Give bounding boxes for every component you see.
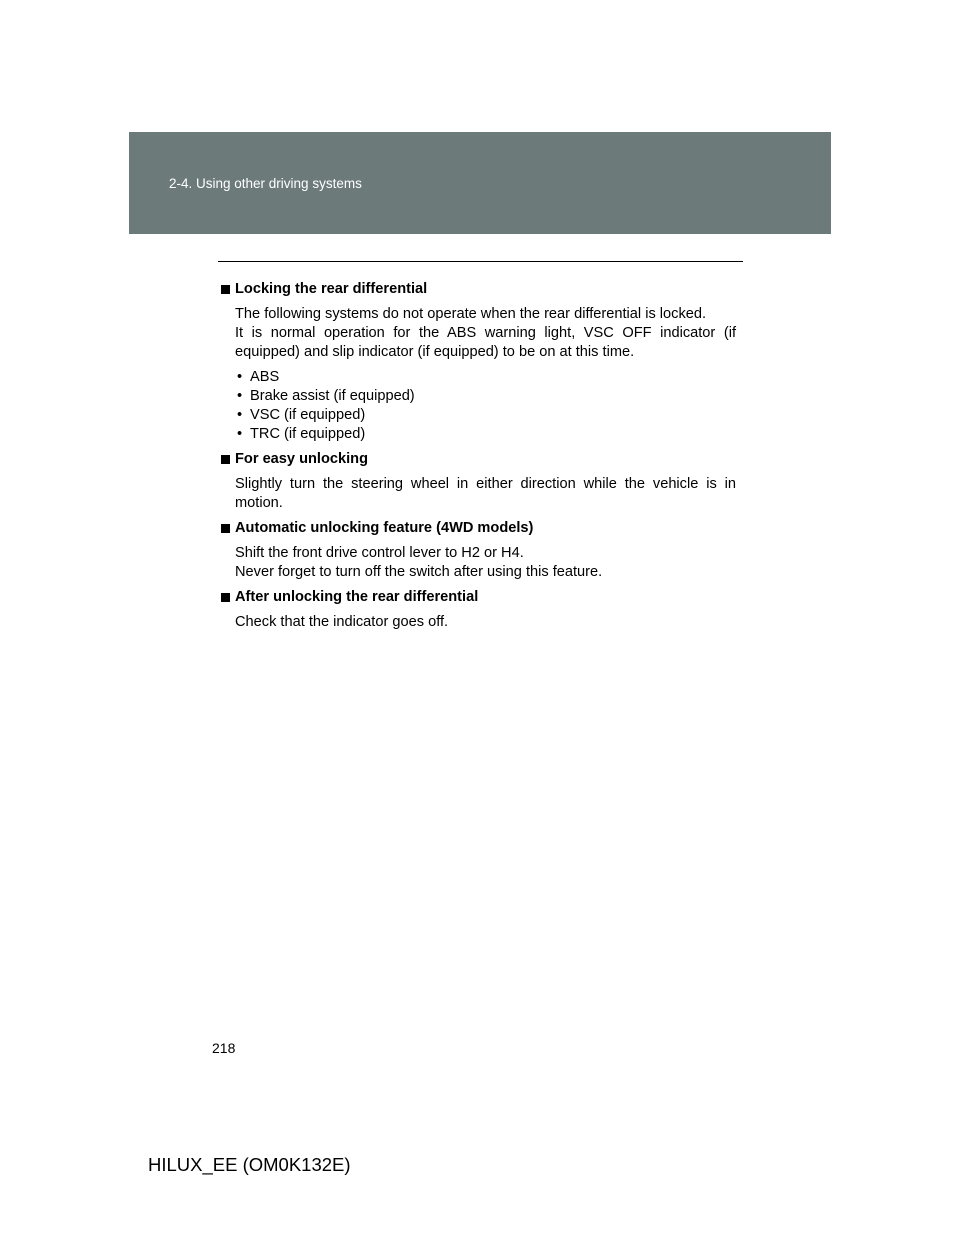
section-title: 2-4. Using other driving systems (169, 176, 362, 191)
list-item-text: TRC (if equipped) (250, 426, 366, 442)
page-content (220, 280, 736, 632)
disabled-systems-list (220, 368, 736, 444)
page-number: 218 (212, 1040, 236, 1056)
section-heading (220, 450, 736, 469)
section-body (220, 544, 736, 582)
section-body (220, 305, 736, 362)
list-item-text: Brake assist (if equipped) (250, 388, 415, 404)
filled-square-icon (221, 455, 230, 464)
list-item (235, 387, 736, 406)
heading-text: After unlocking the rear differential (235, 589, 479, 605)
section-header-band (129, 132, 831, 234)
list-item-text: ABS (250, 369, 280, 385)
section-heading (220, 280, 736, 299)
bullet-dot-icon: • (237, 407, 243, 423)
section-body (220, 613, 736, 632)
bullet-dot-icon: • (237, 369, 243, 385)
divider-rule (218, 261, 743, 262)
paragraph: Never forget to turn off the switch after using this feature. (235, 564, 603, 580)
section-body (220, 475, 736, 513)
paragraph: Shift the front drive control lever to H2 or H4. (235, 545, 524, 561)
list-item-text: VSC (if equipped) (250, 407, 366, 423)
list-item (235, 368, 736, 387)
section-automatic-unlocking (220, 519, 736, 582)
list-item (235, 406, 736, 425)
document-code: HILUX_EE (OM0K132E) (148, 1154, 351, 1175)
section-heading (220, 588, 736, 607)
section-heading (220, 519, 736, 538)
paragraph: Check that the indicator goes off. (235, 614, 449, 630)
section-locking-rear-differential (220, 280, 736, 444)
heading-text: Locking the rear differential (235, 281, 428, 297)
filled-square-icon (221, 593, 230, 602)
bullet-dot-icon: • (237, 426, 243, 442)
section-after-unlocking (220, 588, 736, 632)
filled-square-icon (221, 524, 230, 533)
heading-text: Automatic unlocking feature (4WD models) (235, 520, 534, 536)
list-item (235, 425, 736, 444)
bullet-dot-icon: • (237, 388, 243, 404)
heading-text: For easy unlocking (235, 451, 368, 467)
filled-square-icon (221, 285, 230, 294)
paragraph: The following systems do not operate when the rear differential is locked. (235, 306, 707, 322)
paragraph: It is normal operation for the ABS warning light, VSC OFF indicator (if equipped) and slip indicator (if equipped) to be on at this time. (235, 325, 736, 360)
section-easy-unlocking (220, 450, 736, 513)
paragraph: Slightly turn the steering wheel in either direction while the vehicle is in motion. (235, 476, 736, 511)
